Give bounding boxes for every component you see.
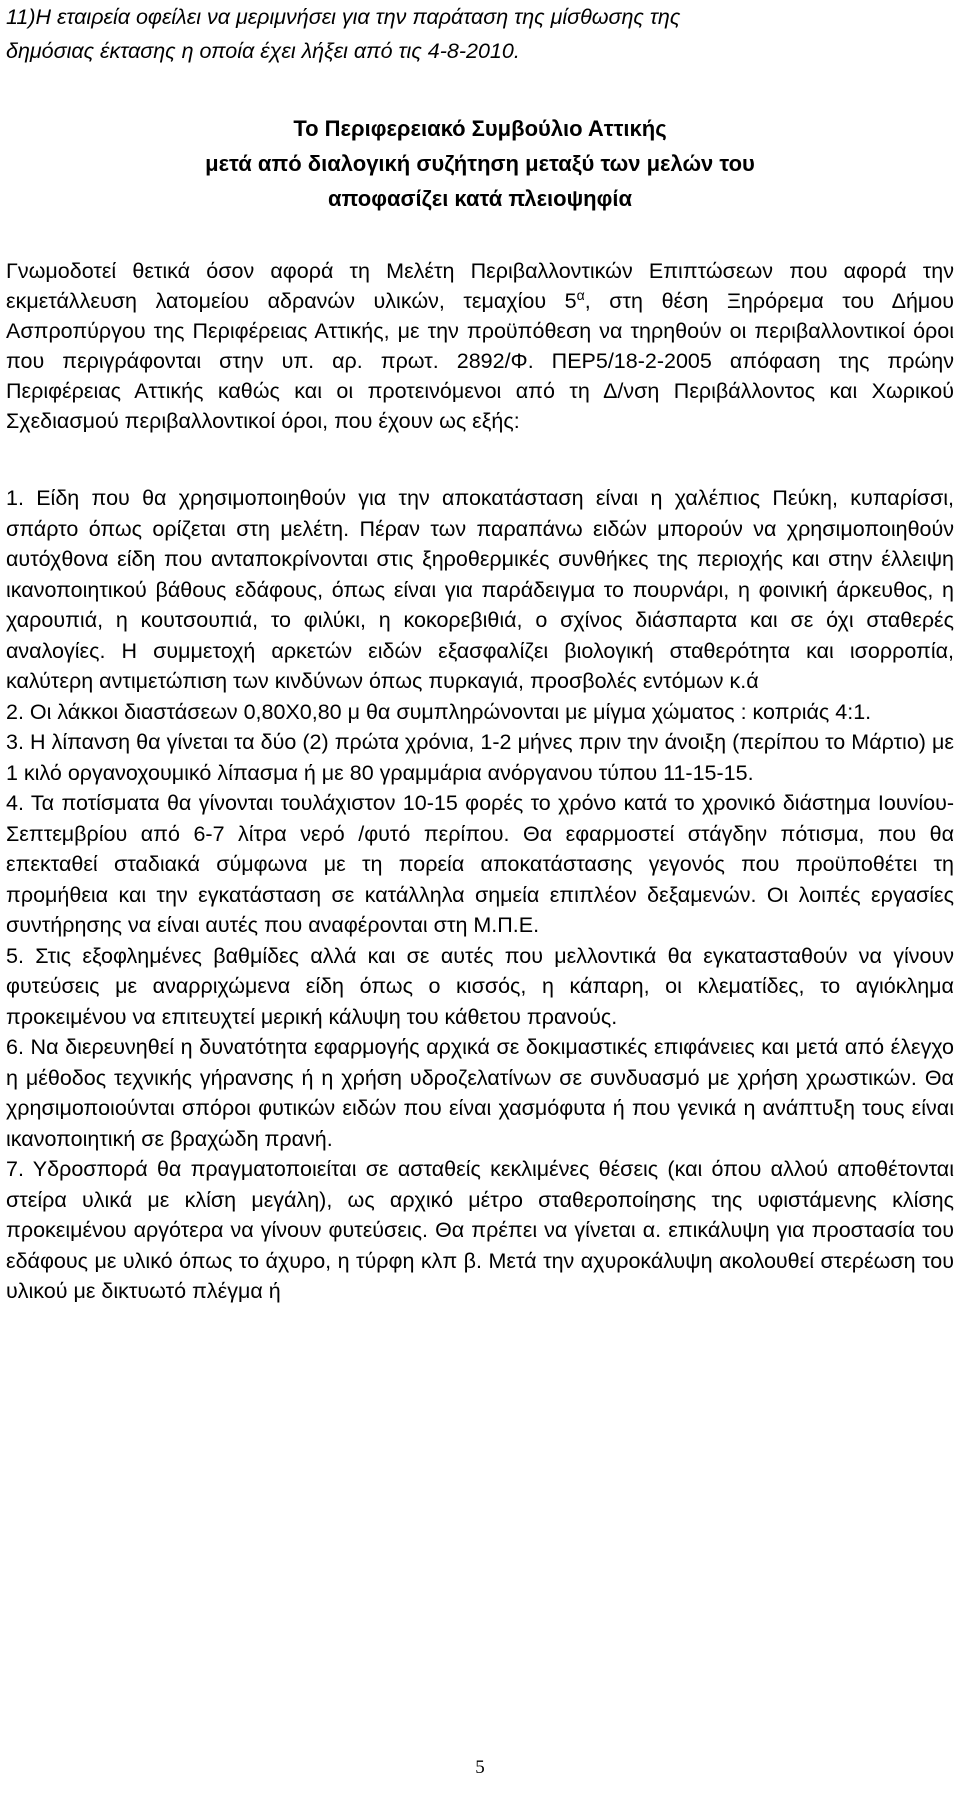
decision-heading <box>6 111 954 216</box>
intro-paragraph <box>6 0 946 68</box>
intro-line-1: 11)Η εταιρεία οφείλει να μεριμνήσει για την παράταση της μίσθωσης της <box>6 5 681 29</box>
list-item: 5. Στις εξοφλημένες βαθμίδες αλλά και σε αυτές που μελλοντικά θα εγκατασταθούν να γίνουν φυτεύσεις με αναρριχώμενα είδη όπως ο κισσός, η κάπαρη, οι κλεματίδες, το αγιόκλημα προκειμένου να επιτευχτεί μερική κάλυψη του κάθετου πρανούς. <box>6 943 954 1029</box>
page-number: 5 <box>475 1757 485 1778</box>
list-item: 3. Η λίπανση θα γίνεται τα δύο (2) πρώτα χρόνια, 1-2 μήνες πριν την άνοιξη (περίπου το Μάρτιο) με 1 κιλό οργανοχουμικό λίπασμα ή με 80 γραμμάρια ανόργανου τύπου 11-15-15. <box>6 730 954 785</box>
list-item: 2. Οι λάκκοι διαστάσεων 0,80Χ0,80 μ θα συμπληρώνονται με μίγμα χώματος : κοπριάς 4:1. <box>6 699 872 724</box>
intro-line-2: δημόσιας έκτασης η οποία έχει λήξει από τις 4-8-2010. <box>6 39 520 63</box>
decision-line-3: αποφασίζει κατά πλειοψηφία <box>328 186 632 211</box>
decision-line-2: μετά από διαλογική συζήτηση μεταξύ των μελών του <box>205 151 755 176</box>
opinion-superscript: α <box>576 286 585 303</box>
opinion-text-end: , στη θέση Ξηρόρεμα του Δήμου Ασπροπύργου της Περιφέρειας Αττικής, με την προϋπόθεση να τηρηθούν οι περιβαλλοντικοί όροι που περιγράφονται στην υπ. αρ. πρωτ. 2892/Φ. ΠΕΡ5/18-2-2005 απόφαση της πρώην Περιφέρειας Αττικής καθώς και οι προτεινόμενοι από τη Δ/νση Περιβάλλοντος και Χωρικού Σχεδιασμού περιβαλλοντικοί όροι, που έχουν ως εξής: <box>6 289 954 433</box>
list-item: 1. Είδη που θα χρησιμοποιηθούν για την αποκατάσταση είναι η χαλέπιος Πεύκη, κυπαρίσσι, σπάρτο όπως ορίζεται στη μελέτη. Πέραν των παραπάνω ειδών μπορούν να χρησιμοποιηθούν αυτόχθονα είδη που ανταποκρίνονται στις ξηροθερμικές συνθήκες της περιοχής και στην έλλειψη ικανοποιητικού βάθους εδάφους, όπως είναι για παράδειγμα το πουρνάρι, η φοινική άρκευθος, η χαρουπιά, η κουτσουπιά, το φιλύκι, η κοκορεβιθιά, ο σχίνος διάσπαρτα και σε όχι σταθερές αναλογίες. Η συμμετοχή αρκετών ειδών εξασφαλίζει βιολογική σταθερότητα και ισορροπία, καλύτερη αντιμετώπιση των κινδύνων όπως πυρκαγιά, προσβολές εντόμων κ.ά <box>6 486 954 693</box>
decision-line-1: Το Περιφερειακό Συμβούλιο Αττικής <box>293 116 667 141</box>
list-item: 4. Τα ποτίσματα θα γίνονται τουλάχιστον 10-15 φορές το χρόνο κατά το χρονικό διάστημα Ιουνίου-Σεπτεμβρίου από 6-7 λίτρα νερό /φυτό περίπου. Θα εφαρμοστεί στάγδην πότισμα, που θα επεκταθεί σταδιακά σύμφωνα με τη πορεία αποκατάστασης γεγονός που προϋποθέτει τη προμήθεια και την εγκατάσταση σε κατάλληλα σημεία επιπλέον δεξαμενών. Οι λοιπές εργασίες συντήρησης να είναι αυτές που αναφέρονται στη Μ.Π.Ε. <box>6 791 954 937</box>
opinion-paragraph <box>6 256 954 436</box>
opinion-text-start: Γνωμοδοτεί θετικά όσον αφορά τη Μελέτη Περιβαλλοντικών Επιπτώσεων που αφορά την εκμετάλλευση λατομείου αδρανών υλικών, τεμαχίου 5 <box>6 259 954 313</box>
list-item: 6. Να διερευνηθεί η δυνατότητα εφαρμογής αρχικά σε δοκιμαστικές επιφάνειες και μετά από έλεγχο η μέθοδος τεχνικής γήρανσης ή η χρήση υδροζελατίνων σε συνδυασμό με χρήση χρωστικών. Θα χρησιμοποιούνται σπόροι φυτικών ειδών που είναι χασμόφυτα ή που γενικά η ανάπτυξη τους είναι ικανοποιητική σε βραχώδη πρανή. <box>6 1035 954 1151</box>
list-item: 7. Υδροσπορά θα πραγματοποιείται σε ασταθείς κεκλιμένες θέσεις (και όπου αλλού αποθέτονται στείρα υλικά με κλίση μεγάλη), ως αρχικό μέτρο σταθεροποίησης της υφιστάμενης κλίσης προκειμένου αργότερα να γίνουν φυτεύσεις. Θα πρέπει να γίνεται α. επικάλυψη για προστασία του εδάφους με υλικό όπως το άχυρο, η τύρφη κλπ β. Μετά την αχυροκάλυψη ακολουθεί στερέωση του υλικού με δικτυωτό πλέγμα ή <box>6 1157 954 1303</box>
terms-list <box>6 483 954 1307</box>
